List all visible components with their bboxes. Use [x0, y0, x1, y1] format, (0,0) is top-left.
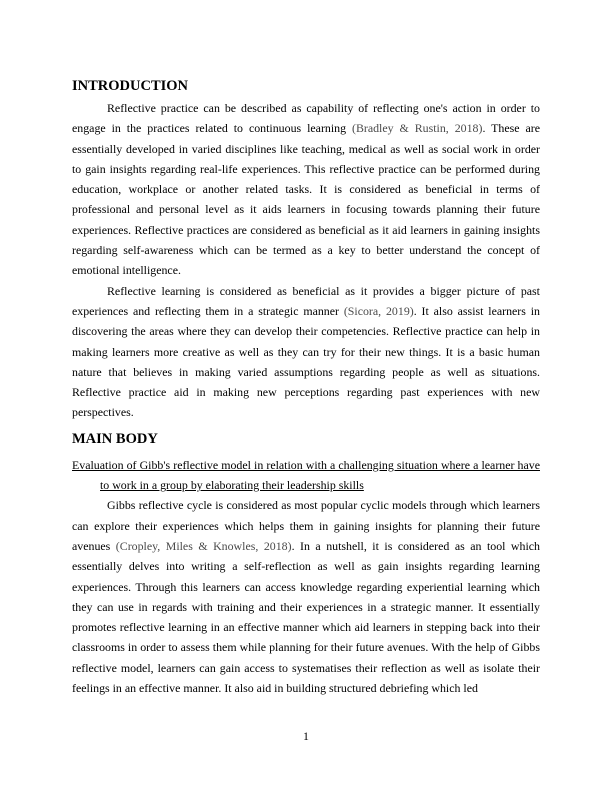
- intro-paragraph-2: [72, 281, 540, 423]
- intro-p1-text-b: . These are essentially developed in varied disciplines like teaching, medical as well as social work in order to gain insights regarding real-life experiences. This reflective practice can be performed during education, workplace or another related tasks. It is considered as beneficial in terms of professional and personal level as it aids learners in focusing towards planning their future experiences. Reflective practices are considered as beneficial as it aid learners in gaining insights regarding self-awareness which can be termed as a key to better understand the concept of emotional intelligence.: [72, 121, 540, 278]
- main-p1-text-a: Gibbs reflective cycle is considered as most popular cyclic models through which learners can explore their experiences which helps them in gaining insights for planning their future avenues: [72, 498, 540, 553]
- intro-paragraph-1: [72, 98, 540, 281]
- section-subheading: Evaluation of Gibb's reflective model in relation with a challenging situation where a learner have to work in a group by elaborating their leadership skills: [72, 457, 540, 493]
- main-body-paragraph-1: [72, 495, 540, 698]
- main-p1-text-b: . In a nutshell, it is considered as an tool which essentially delves into writing a self-reflection as well as gain insights regarding learning experiences. Through this learners can access knowledge regarding experiential learning which they can use in regards with training and their experiences in a strategic manner. It essentially promotes reflective learning in an effective manner which aid learners in stepping back into their classrooms in order to assess them while planning for their future avenues. With the help of Gibbs reflective model, learners can gain access to systematises their reflection as well as isolate their feelings in an effective manner. It also aid in building structured debriefing which led: [72, 538, 540, 696]
- intro-p1-text-a: Reflective practice can be described as capability of reflecting one's action in order to engage in the practices related to continuous learning: [72, 101, 540, 136]
- citation-bradley-rustin: (Bradley & Rustin, 2018): [351, 121, 483, 136]
- intro-p2-text-b: . It also assist learners in discovering the areas where they can develop their competencies. Reflective practice can help in making learners more creative as well as they can try for their new things. It is a basic human nature that believes in making varied assumptions regarding people as well as situations. Reflective practice aid in making new perceptions regarding past experiences with new perspectives.: [72, 303, 540, 420]
- introduction-heading: INTRODUCTION: [72, 78, 189, 94]
- citation-sicora: (Sicora, 2019): [343, 303, 414, 318]
- main-body-heading: MAIN BODY: [72, 430, 158, 447]
- intro-p2-text-a: Reflective learning is considered as beneficial as it provides a bigger picture of past experiences and reflecting them in a strategic manner: [72, 283, 540, 318]
- page-number: 1: [303, 729, 309, 743]
- page-content: [72, 76, 540, 698]
- citation-cropley-miles-knowles: (Cropley, Miles & Knowles, 2018): [115, 538, 292, 553]
